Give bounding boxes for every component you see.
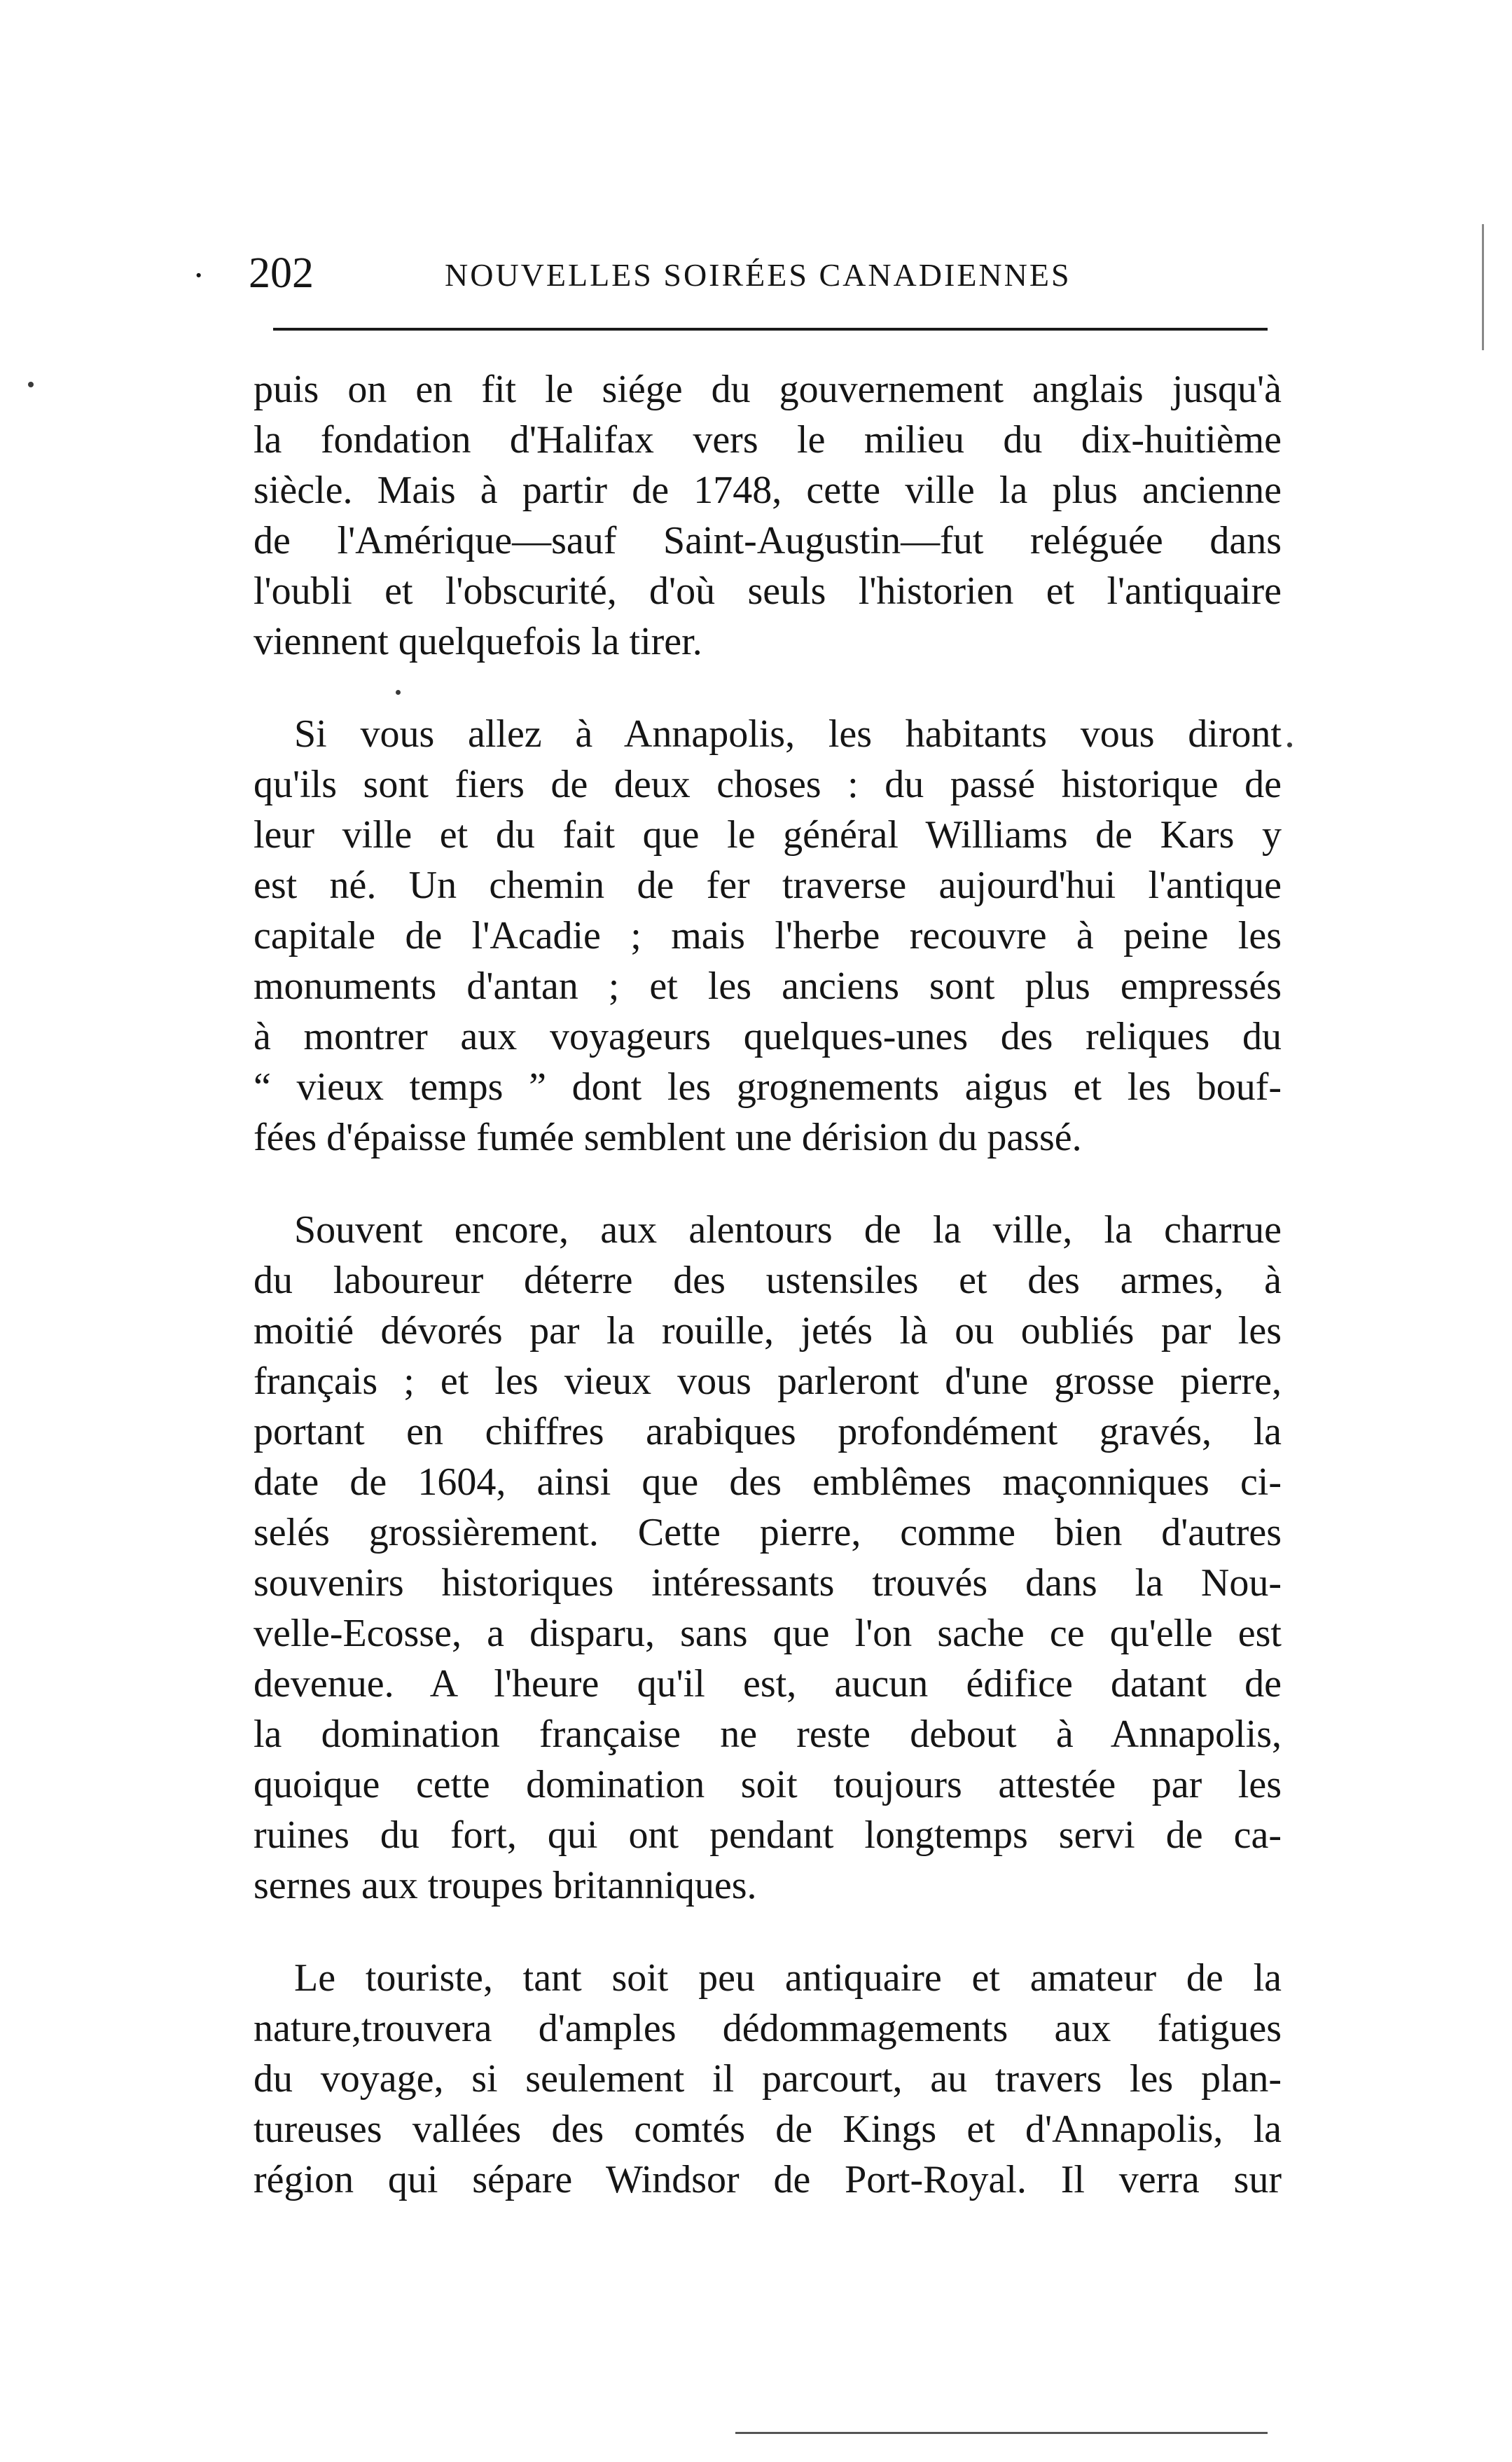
- text-line: la domination française ne reste debout à Annapolis,: [254, 1713, 1282, 1756]
- text-line: quoique cette domination soit toujours attestée par les: [254, 1763, 1282, 1806]
- text-line: puis on en fit le siége du gouvernement anglais jusqu'à: [254, 368, 1282, 411]
- text-line: fées d'épaisse fumée semblent une dérision du passé.: [254, 1116, 1082, 1159]
- paragraph: [254, 709, 1282, 1163]
- text-line: nature,trouvera d'amples dédommagements aux fatigues: [254, 2007, 1282, 2050]
- text-line: du voyage, si seulement il parcourt, au travers les plan-: [254, 2057, 1282, 2101]
- body-text: [254, 364, 1282, 2247]
- text-line: “ vieux temps ” dont les grognements aigus et les bouf-: [254, 1065, 1282, 1109]
- text-line: moitié dévorés par la rouille, jetés là ou oubliés par les: [254, 1309, 1282, 1353]
- paragraph: [254, 1205, 1282, 1911]
- paragraph: [254, 364, 1282, 667]
- text-line: à montrer aux voyageurs quelques-unes des reliques du: [254, 1015, 1282, 1058]
- text-line: selés grossièrement. Cette pierre, comme bien d'autres: [254, 1511, 1282, 1554]
- margin-dot: ·: [193, 256, 205, 296]
- scan-edge-mark: [735, 2432, 1268, 2434]
- text-line: est né. Un chemin de fer traverse aujourd'hui l'antique: [254, 864, 1282, 907]
- text-line: souvenirs historiques intéressants trouvés dans la Nou-: [254, 1561, 1282, 1605]
- page-header: [193, 245, 1278, 301]
- text-line: de l'Amérique—sauf Saint-Augustin—fut reléguée dans: [254, 519, 1282, 562]
- text-line: siècle. Mais à partir de 1748, cette ville la plus ancienne: [254, 469, 1282, 512]
- text-line: leur ville et du fait que le général Williams de Kars y: [254, 813, 1282, 857]
- text-line: portant en chiffres arabiques profondément gravés, la: [254, 1410, 1282, 1453]
- running-title: NOUVELLES SOIRÉES CANADIENNES: [445, 257, 1071, 293]
- text-line: la fondation d'Halifax vers le milieu du dix-huitième: [254, 418, 1282, 462]
- scan-speck: [28, 382, 34, 387]
- text-line: ruines du fort, qui ont pendant longtemps servi de ca-: [254, 1813, 1282, 1857]
- text-line: devenue. A l'heure qu'il est, aucun édifice datant de: [254, 1662, 1282, 1706]
- text-line: région qui sépare Windsor de Port-Royal. Il verra sur: [254, 2158, 1282, 2201]
- page-number: 202: [249, 249, 314, 297]
- text-line: date de 1604, ainsi que des emblêmes maçonniques ci-: [254, 1460, 1282, 1504]
- text-line: viennent quelquefois la tirer.: [254, 620, 702, 663]
- text-line: Le touriste, tant soit peu antiquaire et amateur de la: [294, 1956, 1282, 2000]
- text-line: Souvent encore, aux alentours de la ville, la charrue: [294, 1208, 1282, 1252]
- text-line: monuments d'antan ; et les anciens sont plus empressés: [254, 964, 1282, 1008]
- scan-speck: [1287, 742, 1292, 747]
- text-line: Si vous allez à Annapolis, les habitants vous diront: [294, 712, 1282, 756]
- header-rule: [273, 328, 1268, 331]
- text-line: l'oubli et l'obscurité, d'où seuls l'historien et l'antiquaire: [254, 569, 1282, 613]
- text-line: capitale de l'Acadie ; mais l'herbe recouvre à peine les: [254, 914, 1282, 957]
- text-line: français ; et les vieux vous parleront d'une grosse pierre,: [254, 1360, 1282, 1403]
- text-line: sernes aux troupes britanniques.: [254, 1864, 757, 1907]
- text-line: du laboureur déterre des ustensiles et des armes, à: [254, 1259, 1282, 1302]
- text-line: qu'ils sont fiers de deux choses : du passé historique de: [254, 763, 1282, 806]
- scan-edge-mark: [1482, 224, 1484, 350]
- text-line: velle-Ecosse, a disparu, sans que l'on sache ce qu'elle est: [254, 1612, 1282, 1655]
- text-line: tureuses vallées des comtés de Kings et d'Annapolis, la: [254, 2108, 1282, 2151]
- paragraph: [254, 1953, 1282, 2205]
- scan-speck: [396, 690, 401, 695]
